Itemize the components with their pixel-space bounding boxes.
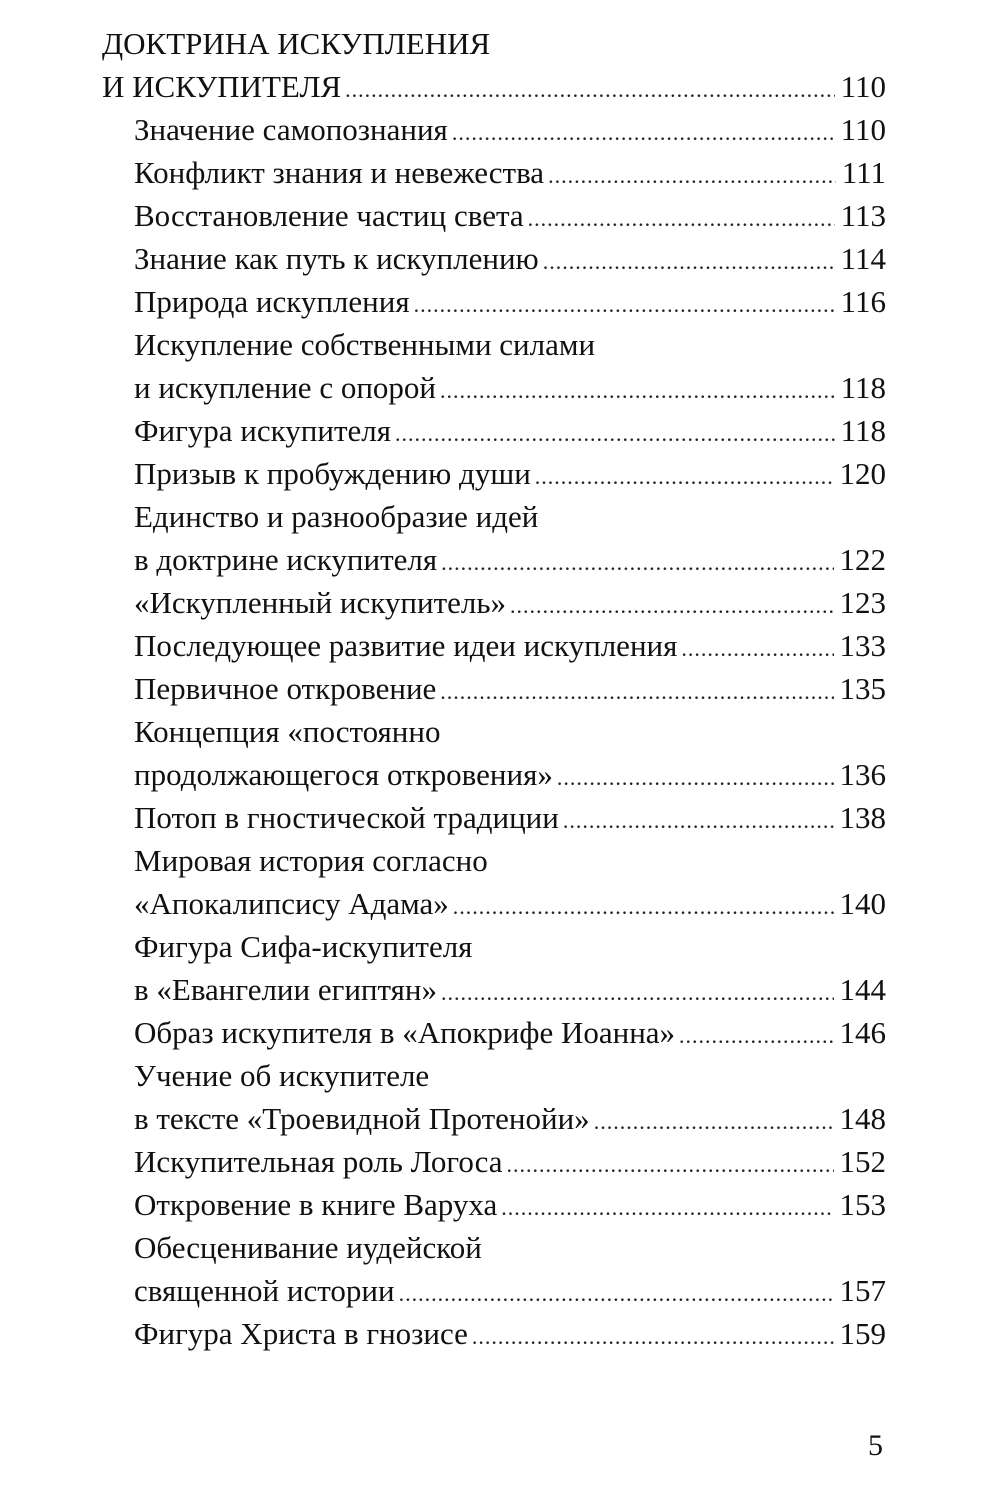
toc-entry [134, 624, 886, 667]
dot-leader [594, 1100, 834, 1143]
toc-entry-title: «Искупленный искупитель» [134, 581, 510, 624]
toc-entry-continued-line [134, 925, 886, 968]
section-entry [102, 65, 886, 108]
dot-leader [452, 111, 835, 154]
toc-entry-continued-line [134, 495, 886, 538]
toc-entry [134, 1269, 886, 1312]
toc-entry [134, 882, 886, 925]
toc-entry [134, 667, 886, 710]
toc-entry-title: Концепция «постоянно [134, 714, 441, 749]
toc-entry-page-number: 110 [835, 108, 886, 151]
toc-entry-title: в тексте «Троевидной Протенойи» [134, 1097, 594, 1140]
table-of-contents [0, 22, 1000, 1355]
toc-entry [134, 366, 886, 409]
section-title-text-1: ДОКТРИНА ИСКУПЛЕНИЯ [102, 26, 491, 61]
toc-entry-page-number: 120 [834, 452, 887, 495]
dot-leader [345, 68, 834, 111]
toc-entry-title: Природа искупления [134, 280, 414, 323]
toc-entry [134, 452, 886, 495]
toc-entry [134, 1183, 886, 1226]
toc-entry [134, 581, 886, 624]
toc-entry-title: Фигура искупителя [134, 409, 395, 452]
dot-leader [535, 455, 834, 498]
toc-entry [134, 968, 886, 1011]
toc-entry [134, 796, 886, 839]
toc-entry-title: в «Евангелии египтян» [134, 968, 441, 1011]
dot-leader [441, 971, 833, 1014]
section-title-text-2: И ИСКУПИТЕЛЯ [102, 65, 345, 108]
toc-entry-page-number: 136 [834, 753, 887, 796]
toc-entry-continued-line [134, 1226, 886, 1269]
toc-entry [134, 237, 886, 280]
dot-leader [679, 1014, 833, 1057]
toc-entry-title: Конфликт знания и невежества [134, 151, 548, 194]
dot-leader [440, 369, 835, 412]
toc-entry-page-number: 118 [835, 366, 886, 409]
toc-entry-title: Знание как путь к искуплению [134, 237, 543, 280]
toc-entry-page-number: 114 [835, 237, 886, 280]
page-number: 5 [868, 1429, 883, 1462]
dot-leader [472, 1315, 834, 1358]
dot-leader [543, 240, 835, 283]
toc-entry [134, 1140, 886, 1183]
toc-entry-continued-line [134, 710, 886, 753]
dot-leader [453, 885, 834, 928]
toc-entry-title: Первичное откровение [134, 667, 440, 710]
toc-entry-title: «Апокалипсису Адама» [134, 882, 453, 925]
toc-entry [134, 1312, 886, 1355]
toc-entry [134, 538, 886, 581]
toc-entry-page-number: 111 [836, 151, 886, 194]
toc-entry-title: священной истории [134, 1269, 399, 1312]
section-title-line1 [102, 22, 886, 65]
toc-entry-page-number: 135 [834, 667, 887, 710]
dot-leader [681, 627, 833, 670]
toc-entry-title: Фигура Христа в гнозисе [134, 1312, 472, 1355]
dot-leader [395, 412, 835, 455]
toc-entry-page-number: 123 [834, 581, 887, 624]
toc-entries [0, 108, 1000, 1355]
toc-entry-title: Откровение в книге Варуха [134, 1183, 501, 1226]
toc-entry-title: Единство и разнообразие идей [134, 499, 539, 534]
toc-entry [134, 1011, 886, 1054]
toc-entry [134, 1097, 886, 1140]
toc-entry-title: Потоп в гностической традиции [134, 796, 563, 839]
toc-entry-page-number: 159 [834, 1312, 887, 1355]
toc-entry-title: в доктрине искупителя [134, 538, 441, 581]
dot-leader [557, 756, 834, 799]
dot-leader [548, 154, 836, 197]
toc-entry [134, 753, 886, 796]
dot-leader [528, 197, 835, 240]
toc-entry-title: Образ искупителя в «Апокрифе Иоанна» [134, 1011, 679, 1054]
toc-entry-page-number: 122 [834, 538, 887, 581]
toc-entry-title: Искупительная роль Логоса [134, 1140, 507, 1183]
dot-leader [441, 541, 833, 584]
toc-entry-page-number: 138 [834, 796, 887, 839]
dot-leader [501, 1186, 833, 1229]
toc-entry-page-number: 116 [835, 280, 886, 323]
toc-entry-continued-line [134, 1054, 886, 1097]
toc-entry-title: Фигура Сифа-искупителя [134, 929, 473, 964]
dot-leader [507, 1143, 834, 1186]
toc-entry-title: Искупление собственными силами [134, 327, 596, 362]
toc-entry-title: Восстановление частиц света [134, 194, 528, 237]
dot-leader [510, 584, 834, 627]
dot-leader [440, 670, 833, 713]
toc-entry-page-number: 148 [834, 1097, 887, 1140]
toc-entry-title: Призыв к пробуждению души [134, 452, 535, 495]
toc-entry-continued-line [134, 839, 886, 882]
toc-entry [134, 280, 886, 323]
toc-entry [134, 151, 886, 194]
toc-entry-page-number: 118 [835, 409, 886, 452]
toc-entry-title: Значение самопознания [134, 108, 452, 151]
toc-entry-page-number: 144 [834, 968, 887, 1011]
toc-entry-page-number: 152 [834, 1140, 887, 1183]
toc-entry-page-number: 113 [835, 194, 886, 237]
toc-entry-page-number: 153 [834, 1183, 887, 1226]
toc-entry-title: Учение об искупителе [134, 1058, 430, 1093]
toc-entry [134, 409, 886, 452]
toc-entry-title: Последующее развитие идеи искупления [134, 624, 681, 667]
toc-entry-page-number: 146 [834, 1011, 887, 1054]
dot-leader [563, 799, 834, 842]
dot-leader [399, 1272, 834, 1315]
section-page-number: 110 [835, 65, 886, 108]
toc-entry [134, 108, 886, 151]
toc-entry-title: Обесценивание иудейской [134, 1230, 482, 1265]
toc-entry-page-number: 133 [834, 624, 887, 667]
toc-entry-page-number: 140 [834, 882, 887, 925]
toc-entry-page-number: 157 [834, 1269, 887, 1312]
dot-leader [414, 283, 835, 326]
toc-entry-title: и искупление с опорой [134, 366, 440, 409]
toc-entry-title: Мировая история согласно [134, 843, 488, 878]
toc-entry [134, 194, 886, 237]
toc-entry-title: продолжающегося откровения» [134, 753, 557, 796]
toc-entry-continued-line [134, 323, 886, 366]
